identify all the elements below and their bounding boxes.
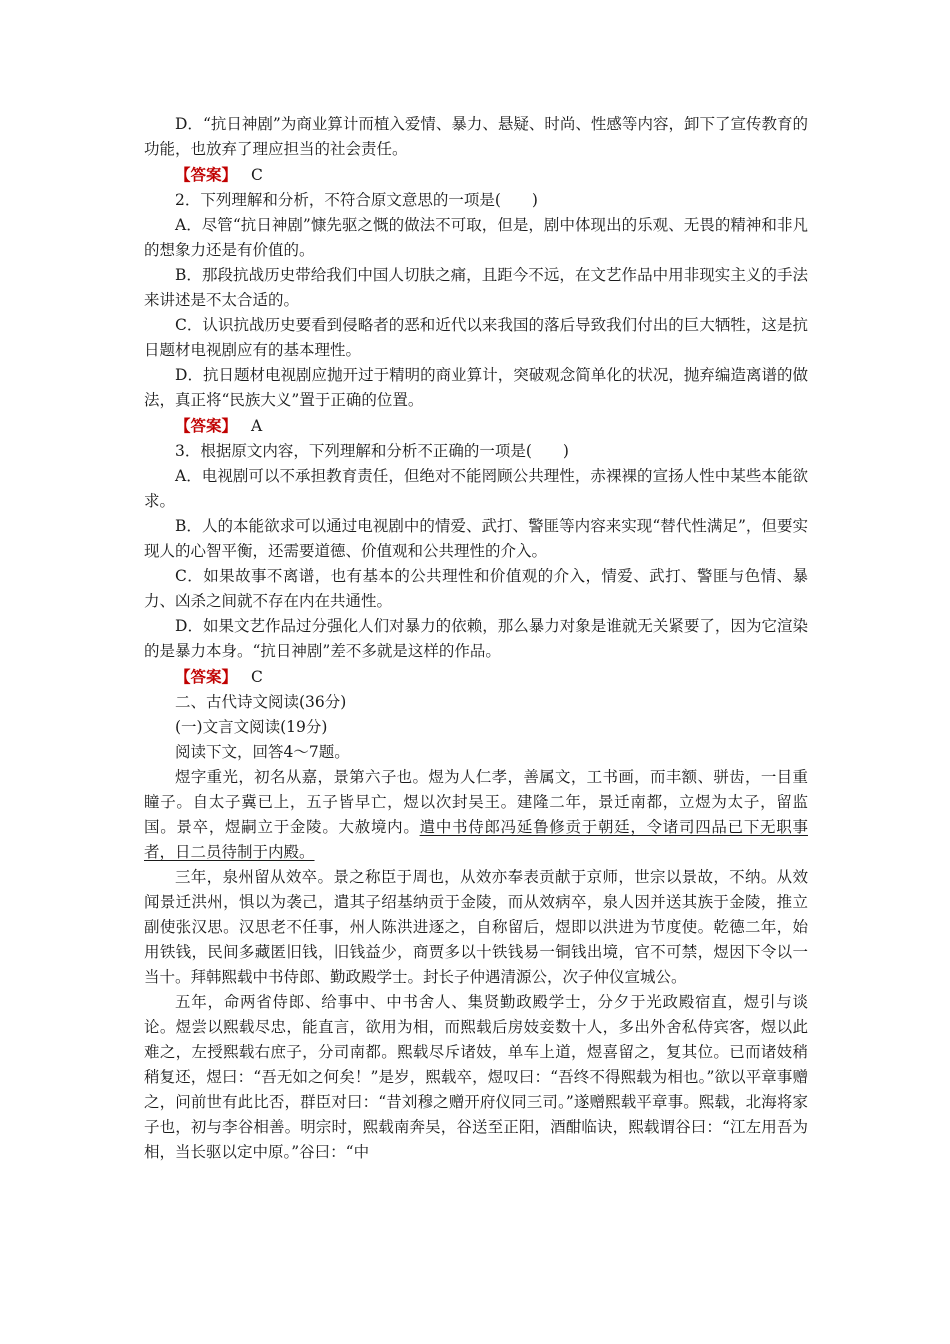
q2-option-d: D．抗日题材电视剧应抛开过于精明的商业算计，突破观念简单化的状况，抛弃编造离谱的做法，真正将“民族大义”置于正确的位置。 xyxy=(144,366,808,409)
q2-option-a: A．尽管“抗日神剧”慷先驱之慨的做法不可取，但是，剧中体现出的乐观、无畏的精神和非凡的想象力还是有价值的。 xyxy=(144,216,808,259)
q3-option-d: D．如果文艺作品过分强化人们对暴力的依赖，那么暴力对象是谁就无关紧要了，因为它渲染的是暴力本身。“抗日神剧”差不多就是这样的作品。 xyxy=(144,617,808,660)
q3-option-b: B．人的本能欲求可以通过电视剧中的情爱、武打、警匪等内容来实现“替代性满足”，但要实现人的心智平衡，还需要道德、价值观和公共理性的介入。 xyxy=(144,517,808,560)
subsection-title: (一)文言文阅读(19分) xyxy=(175,718,328,736)
q1-option-d: D．“抗日神剧”为商业算计而植入爱情、暴力、悬疑、时尚、性感等内容，卸下了宣传教育的功能，也放弃了理应担当的社会责任。 xyxy=(144,115,808,158)
passage-paragraph-1 xyxy=(144,765,808,865)
passage-p1-text: 煜字重光，初名从嘉，景第六子也。煜为人仁孝，善属文，工书画，而丰额、骈齿，一目重瞳子。自太子冀已上，五子皆早亡，煜以次封吴王。建隆二年，景迁南都，立煜为太子，留监国。景卒，煜嗣立于金陵。大赦境内。 xyxy=(144,768,808,836)
passage-paragraph-2: 三年，泉州留从效卒。景之称臣于周也，从效亦奉表贡献于京师，世宗以景故，不纳。从效闻景迁洪州，惧以为袭己，遣其子绍基纳贡于金陵，而从效病卒，泉人因并送其族于金陵，推立副使张汉思。汉思老不任事，州人陈洪进逐之，自称留后，煜即以洪进为节度使。乾德二年，始用铁钱，民间多藏匿旧钱，旧钱益少，商贾多以十铁钱易一铜钱出境，官不可禁，煜因下令以一当十。拜韩熙载中书侍郎、勤政殿学士。封长子仲遇清源公，次子仲仪宣城公。 xyxy=(144,868,808,986)
passage-paragraph-3: 五年，命两省侍郎、给事中、中书舍人、集贤勤政殿学士，分夕于光政殿宿直，煜引与谈论。煜尝以熙载尽忠，能直言，欲用为相，而熙载后房妓妾数十人，多出外舍私侍宾客，煜以此难之，左授熙载右庶子，分司南都。熙载尽斥诸妓，单车上道，煜喜留之，复其位。已而诸妓稍稍复还，煜曰：“吾无如之何矣！”是岁，熙载卒，煜叹曰：“吾终不得熙载为相也。”欲以平章事赠之，问前世有此比否，群臣对曰：“昔刘穆之赠开府仪同三司。”遂赠熙载平章事。熙载，北海将家子也，初与李谷相善。明宗时，熙载南奔吴，谷送至正阳，酒酣临诀，熙载谓谷曰：“江左用吾为相，当长驱以定中原。”谷曰：“中 xyxy=(144,993,808,1161)
q3-option-c: C．如果故事不离谱，也有基本的公共理性和价值观的介入，情爱、武打、警匪与色情、暴力、凶杀之间就不存在内在共通性。 xyxy=(144,567,808,610)
q3-answer-line xyxy=(144,664,808,690)
q3-stem: 3．根据原文内容，下列理解和分析不正确的一项是( ) xyxy=(175,442,569,460)
q3-option-a: A．电视剧可以不承担教育责任，但绝对不能罔顾公共理性，赤裸裸的宣扬人性中某些本能欲求。 xyxy=(144,467,808,510)
q2-option-c: C．认识抗战历史要看到侵略者的恶和近代以来我国的落后导致我们付出的巨大牺牲，这是抗日题材电视剧应有的基本理性。 xyxy=(144,316,808,359)
q2-answer-line xyxy=(144,413,808,439)
q2-answer: A xyxy=(251,417,263,435)
reading-instruction: 阅读下文，回答4～7题。 xyxy=(175,743,350,761)
section-title: 二、古代诗文阅读(36分) xyxy=(175,693,347,711)
q2-option-b: B．那段抗战历史带给我们中国人切肤之痛，且距今不远，在文艺作品中用非现实主义的手法来讲述是不太合适的。 xyxy=(144,266,808,309)
q1-answer-line xyxy=(144,162,808,188)
answer-label: 【答案】 xyxy=(175,416,238,435)
underlined-sentence: 遣中书侍郎冯延鲁修贡于朝廷，令诸司四品已下无职事者，日二员待制于内殿。 xyxy=(144,818,808,861)
q2-stem: 2．下列理解和分析，不符合原文意思的一项是( ) xyxy=(175,191,538,209)
answer-label: 【答案】 xyxy=(175,165,238,184)
answer-label: 【答案】 xyxy=(175,667,238,686)
q3-answer: C xyxy=(251,668,263,686)
document-page xyxy=(144,112,808,1165)
q1-answer: C xyxy=(251,166,263,184)
